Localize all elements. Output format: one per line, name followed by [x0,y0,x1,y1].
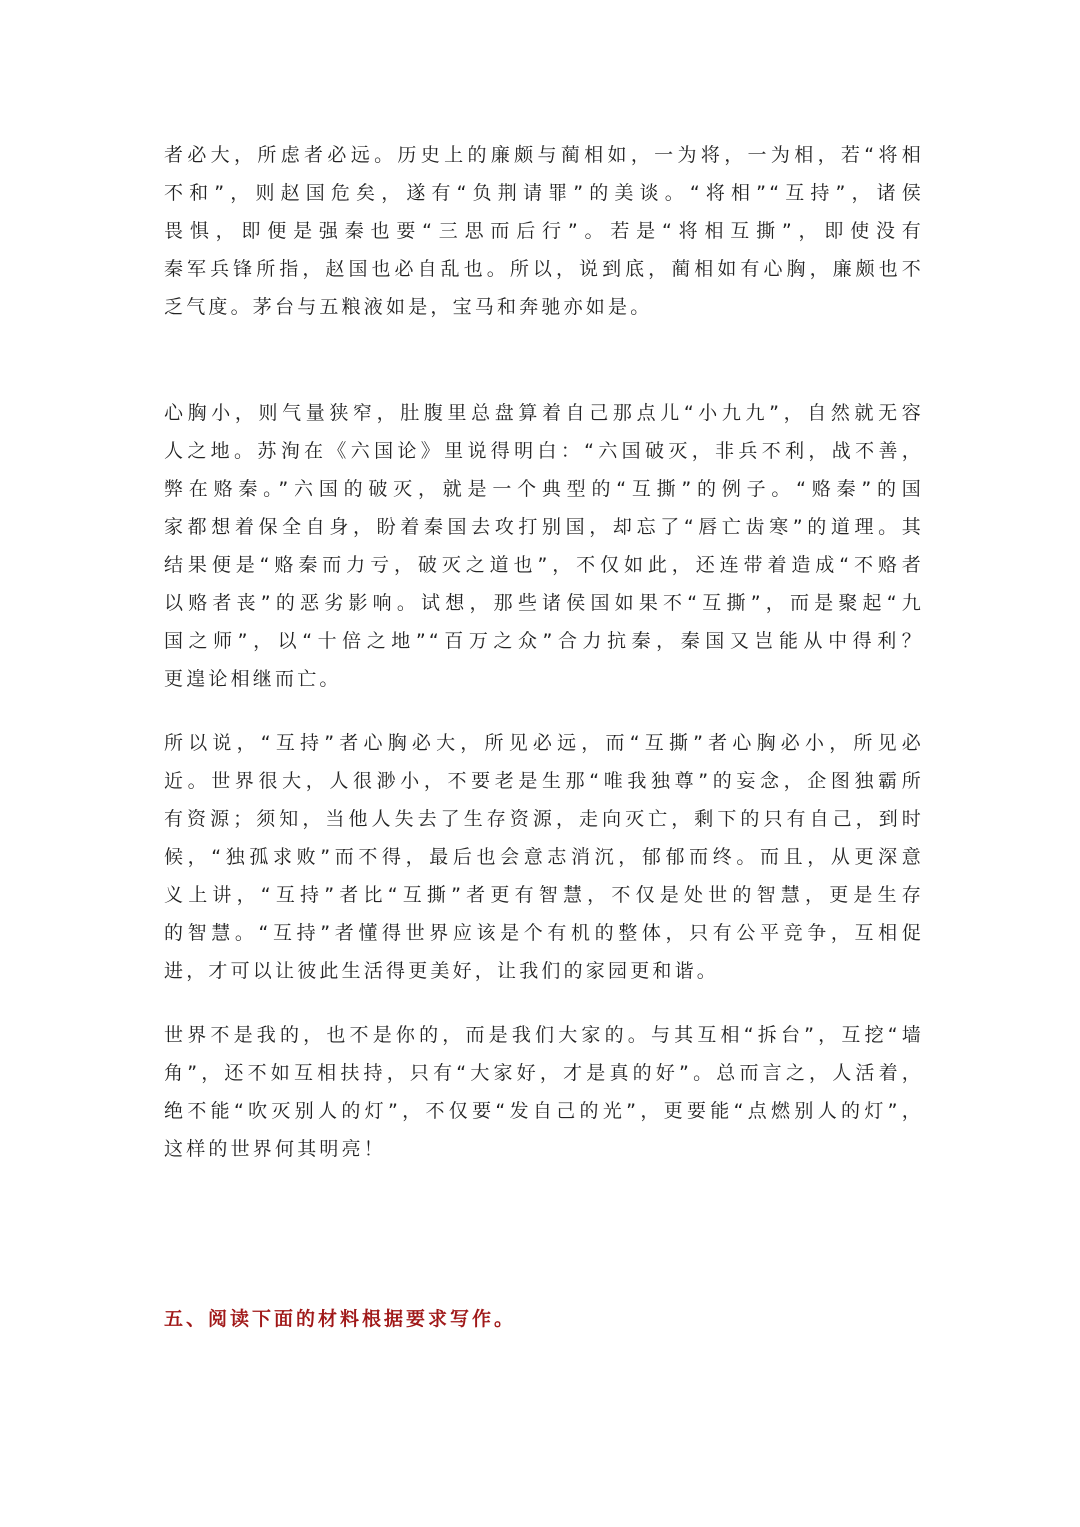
text-line: 家都想着保全自身，盼着秦国去攻打别国，却忘了“唇亡齿寒”的道理。其 [164,516,924,538]
paragraph-3 [164,724,924,990]
text-line: 所以说，“互持”者心胸必大，所见必远，而“互撕”者心胸必小，所见必 [164,732,924,754]
text-line: 近。世界很大，人很渺小，不要老是生那“唯我独尊”的妄念，企图独霸所 [164,770,924,792]
text-line: 世界不是我的，也不是你的，而是我们大家的。与其互相“拆台”，互挖“墙 [164,1024,924,1046]
text-line: 绝不能“吹灭别人的灯”，不仅要“发自己的光”，更要能“点燃别人的灯”， [164,1100,924,1122]
text-line: 秦军兵锋所指，赵国也必自乱也。所以，说到底，蔺相如有心胸，廉颇也不 [164,258,924,280]
paragraph-2 [164,394,924,698]
text-line: 角”，还不如互相扶持，只有“大家好，才是真的好”。总而言之，人活着， [164,1062,924,1084]
article-body [164,136,924,1168]
text-line: 弊在赂秦。”六国的破灭，就是一个典型的“互撕”的例子。“赂秦”的国 [164,478,924,500]
text-line: 以赂者丧”的恶劣影响。试想，那些诸侯国如果不“互撕”，而是聚起“九 [164,592,924,614]
text-line: 有资源；须知，当他人失去了生存资源，走向灭亡，剩下的只有自己，到时 [164,808,924,830]
text-line: 乏气度。茅台与五粮液如是，宝马和奔驰亦如是。 [164,296,653,318]
text-line: 义上讲，“互持”者比“互撕”者更有智慧，不仅是处世的智慧，更是生存 [164,884,924,906]
paragraph-1 [164,136,924,326]
text-line: 进，才可以让彼此生活得更美好，让我们的家园更和谐。 [164,960,720,982]
text-line: 者必大，所虑者必远。历史上的廉颇与蔺相如，一为将，一为相，若“将相 [164,144,924,166]
text-line: 结果便是“赂秦而力亏，破灭之道也”，不仅如此，还连带着造成“不赂者 [164,554,924,576]
text-line: 更遑论相继而亡。 [164,668,342,690]
paragraph-4 [164,1016,924,1168]
section-heading: 五、阅读下面的材料根据要求写作。 [164,1308,517,1330]
text-line: 的智慧。“互持”者懂得世界应该是个有机的整体，只有公平竞争，互相促 [164,922,924,944]
text-line: 畏惧，即便是强秦也要“三思而后行”。若是“将相互撕”，即使没有 [164,220,924,242]
text-line: 国之师”，以“十倍之地”“百万之众”合力抗秦，秦国又岂能从中得利？ [164,630,924,652]
text-line: 心胸小，则气量狭窄，肚腹里总盘算着自己那点儿“小九九”，自然就无容 [164,402,924,424]
text-line: 人之地。苏洵在《六国论》里说得明白：“六国破灭，非兵不利，战不善， [164,440,924,462]
text-line: 候，“独孤求败”而不得，最后也会意志消沉，郁郁而终。而且，从更深意 [164,846,924,868]
text-line: 不和”，则赵国危矣，遂有“负荆请罪”的美谈。“将相”“互持”，诸侯 [164,182,924,204]
text-line: 这样的世界何其明亮！ [164,1138,387,1160]
